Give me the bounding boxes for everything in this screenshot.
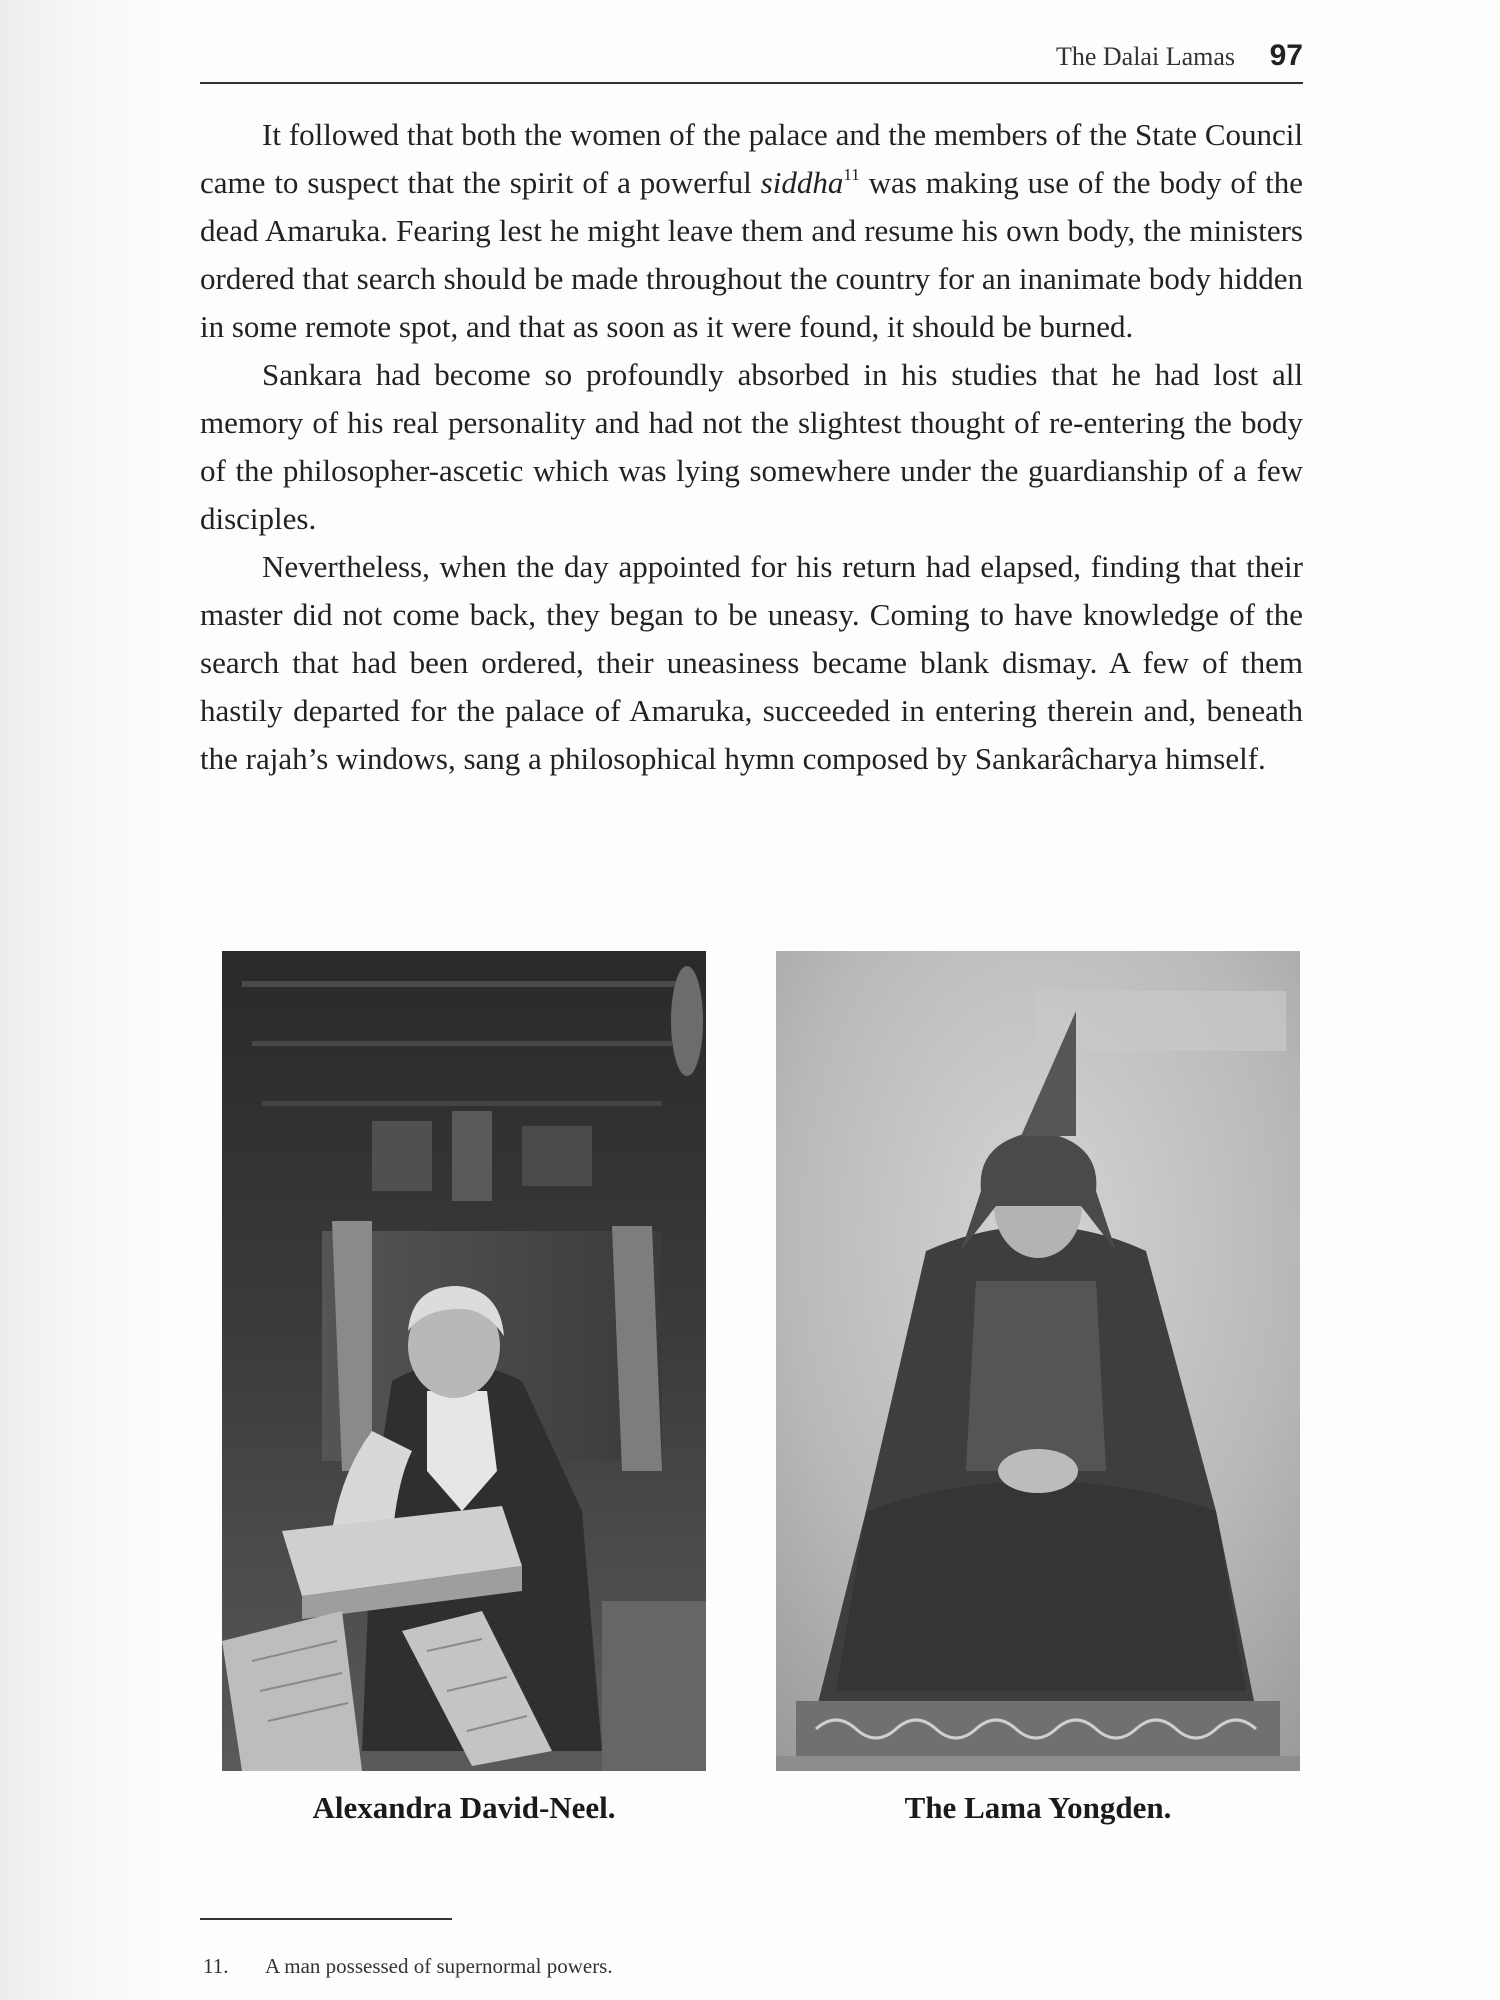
paragraph-1	[200, 111, 1303, 351]
photo-lama-yongden	[776, 951, 1300, 1771]
footnote-divider	[200, 1918, 452, 1920]
caption-alexandra-david-neel: Alexandra David-Neel.	[312, 1790, 616, 1825]
footnote-text: A man possessed of supernormal powers.	[265, 1954, 613, 1978]
caption-lama-yongden: The Lama Yongden.	[904, 1790, 1172, 1825]
paragraph-1-after: was making use of the body of the dead Amaruka. Fearing lest he might leave them and resume his own body, the ministers ordered that search should be made throughout the country for an inanimate body hidden in some remote spot, and that as soon as it were found, it should be burned.	[200, 165, 1303, 344]
photo-lama-yongden-image	[776, 951, 1300, 1771]
page-gutter-shadow	[0, 0, 165, 2000]
footnote-number: 11.	[203, 1954, 229, 1978]
paragraph-3: Nevertheless, when the day appointed for his return had elapsed, finding that their master did not come back, they began to be uneasy. Coming to have knowledge of the search that had been ordered, their uneasiness became blank dismay. A few of them hastily departed for the palace of Amaruka, succeeded in entering therein and, beneath the rajah’s windows, sang a philosophical hymn composed by Sankarâcharya himself.	[200, 549, 1303, 776]
running-title: The Dalai Lamas	[1055, 42, 1235, 71]
page-number: 97	[1269, 39, 1303, 72]
paragraph-1-before: It followed that both the women of the palace and the members of the State Council came to suspect that the spirit of a powerful	[200, 117, 1303, 200]
italic-term-siddha: siddha	[760, 165, 844, 200]
body-text	[200, 111, 1303, 783]
paragraph-2: Sankara had become so profoundly absorbed in his studies that he had lost all memory of his real personality and had not the slightest thought of re-entering the body of the philosopher-ascetic which was lying somewhere under the guardianship of a few disciples.	[200, 357, 1303, 536]
running-head	[200, 38, 1303, 84]
photo-alexandra-david-neel	[222, 951, 706, 1771]
footnote-reference[interactable]: 11	[843, 165, 860, 184]
footnote	[203, 1954, 1203, 1979]
photo-alexandra-david-neel-image	[222, 951, 706, 1771]
